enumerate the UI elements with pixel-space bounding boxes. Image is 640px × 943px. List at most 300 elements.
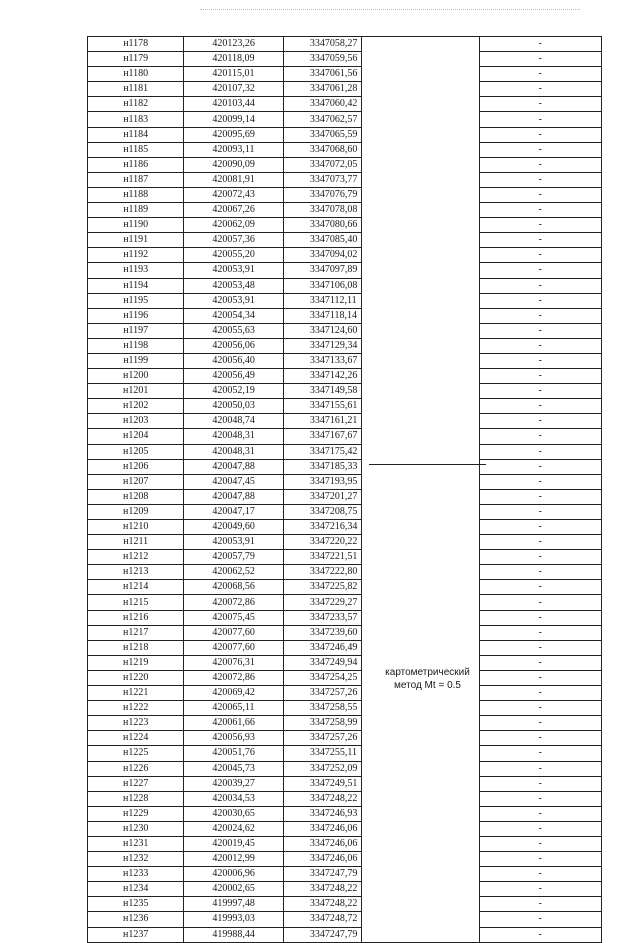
y-coordinate-cell: 3347258,55 [283, 701, 361, 716]
y-coordinate-cell: 3347248,22 [283, 882, 361, 897]
point-number-cell: н1206 [88, 459, 184, 474]
method-cell [361, 37, 479, 52]
table-row [88, 716, 602, 731]
error-cell: - [479, 293, 601, 308]
x-coordinate-cell: 420057,36 [184, 233, 283, 248]
method-cell [361, 127, 479, 142]
table-row [88, 670, 602, 685]
x-coordinate-cell: 419988,44 [184, 927, 283, 942]
error-cell: - [479, 504, 601, 519]
x-coordinate-cell: 419993,03 [184, 912, 283, 927]
x-coordinate-cell: 420053,48 [184, 278, 283, 293]
point-number-cell: н1201 [88, 384, 184, 399]
x-coordinate-cell: 420062,09 [184, 218, 283, 233]
point-number-cell: н1233 [88, 867, 184, 882]
y-coordinate-cell: 3347175,42 [283, 444, 361, 459]
y-coordinate-cell: 3347248,22 [283, 791, 361, 806]
y-coordinate-cell: 3347220,22 [283, 535, 361, 550]
x-coordinate-cell: 420054,34 [184, 308, 283, 323]
method-cell [361, 429, 479, 444]
y-coordinate-cell: 3347060,42 [283, 97, 361, 112]
table-row [88, 172, 602, 187]
table-row [88, 82, 602, 97]
table-row [88, 882, 602, 897]
method-cell [361, 912, 479, 927]
point-number-cell: н1204 [88, 429, 184, 444]
error-cell: - [479, 867, 601, 882]
y-coordinate-cell: 3347222,80 [283, 565, 361, 580]
table-row [88, 429, 602, 444]
method-cell [361, 399, 479, 414]
error-cell: - [479, 761, 601, 776]
point-number-cell: н1226 [88, 761, 184, 776]
table-row [88, 489, 602, 504]
table-row [88, 655, 602, 670]
error-cell: - [479, 353, 601, 368]
method-cell [361, 112, 479, 127]
y-coordinate-cell: 3347201,27 [283, 489, 361, 504]
table-row [88, 187, 602, 202]
table-row [88, 444, 602, 459]
point-number-cell: н1220 [88, 670, 184, 685]
method-cell [361, 142, 479, 157]
coordinates-table-body [88, 37, 602, 943]
point-number-cell: н1183 [88, 112, 184, 127]
x-coordinate-cell: 420053,91 [184, 263, 283, 278]
method-cell [361, 791, 479, 806]
error-cell: - [479, 535, 601, 550]
x-coordinate-cell: 420056,06 [184, 338, 283, 353]
y-coordinate-cell: 3347072,05 [283, 157, 361, 172]
x-coordinate-cell: 420055,63 [184, 323, 283, 338]
x-coordinate-cell: 420045,73 [184, 761, 283, 776]
x-coordinate-cell: 420047,45 [184, 474, 283, 489]
method-cell [361, 172, 479, 187]
table-row [88, 233, 602, 248]
table-row [88, 565, 602, 580]
x-coordinate-cell: 420052,19 [184, 384, 283, 399]
point-number-cell: н1229 [88, 806, 184, 821]
error-cell: - [479, 640, 601, 655]
point-number-cell: н1228 [88, 791, 184, 806]
method-cell [361, 233, 479, 248]
method-cell [361, 731, 479, 746]
error-cell: - [479, 97, 601, 112]
y-coordinate-cell: 3347249,51 [283, 776, 361, 791]
x-coordinate-cell: 420093,11 [184, 142, 283, 157]
error-cell: - [479, 52, 601, 67]
x-coordinate-cell: 420019,45 [184, 836, 283, 851]
error-cell: - [479, 610, 601, 625]
x-coordinate-cell: 420039,27 [184, 776, 283, 791]
y-coordinate-cell: 3347246,49 [283, 640, 361, 655]
x-coordinate-cell: 420047,88 [184, 489, 283, 504]
error-cell: - [479, 112, 601, 127]
y-coordinate-cell: 3347094,02 [283, 248, 361, 263]
point-number-cell: н1193 [88, 263, 184, 278]
point-number-cell: н1189 [88, 203, 184, 218]
y-coordinate-cell: 3347142,26 [283, 369, 361, 384]
x-coordinate-cell: 420095,69 [184, 127, 283, 142]
x-coordinate-cell: 420115,01 [184, 67, 283, 82]
point-number-cell: н1202 [88, 399, 184, 414]
y-coordinate-cell: 3347221,51 [283, 550, 361, 565]
y-coordinate-cell: 3347239,60 [283, 625, 361, 640]
error-cell: - [479, 489, 601, 504]
error-cell: - [479, 670, 601, 685]
table-row [88, 791, 602, 806]
x-coordinate-cell: 420075,45 [184, 610, 283, 625]
error-cell: - [479, 520, 601, 535]
x-coordinate-cell: 420103,44 [184, 97, 283, 112]
y-coordinate-cell: 3347155,61 [283, 399, 361, 414]
method-cell [361, 761, 479, 776]
error-cell: - [479, 218, 601, 233]
point-number-cell: н1221 [88, 686, 184, 701]
x-coordinate-cell: 420002,65 [184, 882, 283, 897]
error-cell: - [479, 157, 601, 172]
x-coordinate-cell: 420049,60 [184, 520, 283, 535]
point-number-cell: н1179 [88, 52, 184, 67]
error-cell: - [479, 203, 601, 218]
error-cell: - [479, 852, 601, 867]
point-number-cell: н1199 [88, 353, 184, 368]
point-number-cell: н1182 [88, 97, 184, 112]
point-number-cell: н1208 [88, 489, 184, 504]
table-row [88, 821, 602, 836]
y-coordinate-cell: 3347133,67 [283, 353, 361, 368]
method-cell [361, 323, 479, 338]
coordinates-table [87, 36, 602, 943]
method-cell [361, 474, 479, 489]
y-coordinate-cell: 3347062,57 [283, 112, 361, 127]
y-coordinate-cell: 3347233,57 [283, 610, 361, 625]
y-coordinate-cell: 3347080,66 [283, 218, 361, 233]
method-cell [361, 444, 479, 459]
point-number-cell: н1227 [88, 776, 184, 791]
error-cell: - [479, 836, 601, 851]
error-cell: - [479, 233, 601, 248]
y-coordinate-cell: 3347058,27 [283, 37, 361, 52]
method-cell [361, 353, 479, 368]
y-coordinate-cell: 3347257,26 [283, 731, 361, 746]
table-row [88, 278, 602, 293]
point-number-cell: н1194 [88, 278, 184, 293]
table-row [88, 746, 602, 761]
table-row [88, 97, 602, 112]
error-cell: - [479, 776, 601, 791]
method-label-line2: метод Mt = 0.5 [394, 680, 461, 691]
method-cell [361, 625, 479, 640]
x-coordinate-cell: 420077,60 [184, 625, 283, 640]
table-row [88, 640, 602, 655]
table-row [88, 550, 602, 565]
point-number-cell: н1184 [88, 127, 184, 142]
method-cell [361, 580, 479, 595]
point-number-cell: н1224 [88, 731, 184, 746]
method-cell [361, 595, 479, 610]
method-label-line1: картометрический [385, 667, 470, 678]
error-cell: - [479, 399, 601, 414]
method-cell [361, 263, 479, 278]
table-row [88, 384, 602, 399]
point-number-cell: н1185 [88, 142, 184, 157]
x-coordinate-cell: 420065,11 [184, 701, 283, 716]
x-coordinate-cell: 420053,91 [184, 535, 283, 550]
error-cell: - [479, 142, 601, 157]
y-coordinate-cell: 3347257,26 [283, 686, 361, 701]
table-row [88, 761, 602, 776]
y-coordinate-cell: 3347248,72 [283, 912, 361, 927]
method-cell [361, 308, 479, 323]
error-cell: - [479, 716, 601, 731]
point-number-cell: н1217 [88, 625, 184, 640]
method-cell [361, 203, 479, 218]
x-coordinate-cell: 420057,79 [184, 550, 283, 565]
table-row [88, 701, 602, 716]
table-row [88, 535, 602, 550]
point-number-cell: н1191 [88, 233, 184, 248]
error-cell: - [479, 655, 601, 670]
x-coordinate-cell: 420047,17 [184, 504, 283, 519]
method-cell [361, 746, 479, 761]
x-coordinate-cell: 420107,32 [184, 82, 283, 97]
y-coordinate-cell: 3347149,58 [283, 384, 361, 399]
table-row [88, 504, 602, 519]
method-cell [361, 535, 479, 550]
error-cell: - [479, 82, 601, 97]
error-cell: - [479, 821, 601, 836]
method-cell [361, 852, 479, 867]
error-cell: - [479, 912, 601, 927]
method-cell [361, 701, 479, 716]
point-number-cell: н1232 [88, 852, 184, 867]
point-number-cell: н1195 [88, 293, 184, 308]
point-number-cell: н1219 [88, 655, 184, 670]
point-number-cell: н1197 [88, 323, 184, 338]
point-number-cell: н1236 [88, 912, 184, 927]
x-coordinate-cell: 420048,74 [184, 414, 283, 429]
x-coordinate-cell: 420012,99 [184, 852, 283, 867]
x-coordinate-cell: 420076,31 [184, 655, 283, 670]
method-cell [361, 716, 479, 731]
error-cell: - [479, 187, 601, 202]
point-number-cell: н1225 [88, 746, 184, 761]
y-coordinate-cell: 3347246,06 [283, 836, 361, 851]
table-row [88, 157, 602, 172]
error-cell: - [479, 429, 601, 444]
table-row [88, 836, 602, 851]
x-coordinate-cell: 420072,43 [184, 187, 283, 202]
method-cell [361, 369, 479, 384]
point-number-cell: н1212 [88, 550, 184, 565]
point-number-cell: н1213 [88, 565, 184, 580]
point-number-cell: н1198 [88, 338, 184, 353]
error-cell: - [479, 444, 601, 459]
y-coordinate-cell: 3347073,77 [283, 172, 361, 187]
table-row [88, 308, 602, 323]
x-coordinate-cell: 420006,96 [184, 867, 283, 882]
method-cell [361, 882, 479, 897]
point-number-cell: н1237 [88, 927, 184, 942]
error-cell: - [479, 67, 601, 82]
error-cell: - [479, 459, 601, 474]
table-row [88, 127, 602, 142]
point-number-cell: н1216 [88, 610, 184, 625]
table-row [88, 369, 602, 384]
table-row [88, 293, 602, 308]
method-cell [361, 97, 479, 112]
point-number-cell: н1211 [88, 535, 184, 550]
table-row [88, 353, 602, 368]
method-cell [361, 640, 479, 655]
table-row [88, 67, 602, 82]
y-coordinate-cell: 3347246,06 [283, 852, 361, 867]
method-cell [361, 157, 479, 172]
point-number-cell: н1192 [88, 248, 184, 263]
table-row [88, 263, 602, 278]
method-cell [361, 218, 479, 233]
table-row [88, 203, 602, 218]
point-number-cell: н1215 [88, 595, 184, 610]
table-row [88, 927, 602, 942]
point-number-cell: н1188 [88, 187, 184, 202]
y-coordinate-cell: 3347229,27 [283, 595, 361, 610]
method-cell [361, 776, 479, 791]
point-number-cell: н1214 [88, 580, 184, 595]
error-cell: - [479, 882, 601, 897]
method-cell [361, 248, 479, 263]
y-coordinate-cell: 3347061,56 [283, 67, 361, 82]
y-coordinate-cell: 3347068,60 [283, 142, 361, 157]
error-cell: - [479, 474, 601, 489]
method-cell [361, 459, 479, 474]
error-cell: - [479, 927, 601, 942]
point-number-cell: н1235 [88, 897, 184, 912]
y-coordinate-cell: 3347247,79 [283, 867, 361, 882]
error-cell: - [479, 625, 601, 640]
y-coordinate-cell: 3347167,67 [283, 429, 361, 444]
method-cell [361, 414, 479, 429]
error-cell: - [479, 172, 601, 187]
method-cell [361, 489, 479, 504]
error-cell: - [479, 806, 601, 821]
y-coordinate-cell: 3347248,22 [283, 897, 361, 912]
method-cell [361, 806, 479, 821]
x-coordinate-cell: 420053,91 [184, 293, 283, 308]
table-row [88, 248, 602, 263]
y-coordinate-cell: 3347247,79 [283, 927, 361, 942]
x-coordinate-cell: 420068,56 [184, 580, 283, 595]
method-cell [361, 897, 479, 912]
method-cell [361, 384, 479, 399]
table-row [88, 474, 602, 489]
table-row [88, 806, 602, 821]
error-cell: - [479, 369, 601, 384]
x-coordinate-cell: 420050,03 [184, 399, 283, 414]
point-number-cell: н1222 [88, 701, 184, 716]
error-cell: - [479, 278, 601, 293]
x-coordinate-cell: 420048,31 [184, 444, 283, 459]
point-number-cell: н1210 [88, 520, 184, 535]
point-number-cell: н1196 [88, 308, 184, 323]
y-coordinate-cell: 3347129,34 [283, 338, 361, 353]
table-row [88, 399, 602, 414]
y-coordinate-cell: 3347185,33 [283, 459, 361, 474]
method-column-divider [369, 464, 486, 465]
x-coordinate-cell: 420090,09 [184, 157, 283, 172]
y-coordinate-cell: 3347258,99 [283, 716, 361, 731]
x-coordinate-cell: 420099,14 [184, 112, 283, 127]
point-number-cell: н1190 [88, 218, 184, 233]
point-number-cell: н1234 [88, 882, 184, 897]
x-coordinate-cell: 420030,65 [184, 806, 283, 821]
y-coordinate-cell: 3347193,95 [283, 474, 361, 489]
x-coordinate-cell: 420034,53 [184, 791, 283, 806]
method-cell [361, 504, 479, 519]
table-row [88, 776, 602, 791]
table-row [88, 52, 602, 67]
y-coordinate-cell: 3347254,25 [283, 670, 361, 685]
method-cell [361, 338, 479, 353]
point-number-cell: н1218 [88, 640, 184, 655]
y-coordinate-cell: 3347078,08 [283, 203, 361, 218]
error-cell: - [479, 565, 601, 580]
error-cell: - [479, 248, 601, 263]
table-row [88, 580, 602, 595]
scan-header-mark [200, 9, 580, 12]
error-cell: - [479, 701, 601, 716]
point-number-cell: н1231 [88, 836, 184, 851]
method-cell [361, 550, 479, 565]
point-number-cell: н1186 [88, 157, 184, 172]
point-number-cell: н1230 [88, 821, 184, 836]
method-cell [361, 187, 479, 202]
table-row [88, 867, 602, 882]
x-coordinate-cell: 419997,48 [184, 897, 283, 912]
y-coordinate-cell: 3347097,89 [283, 263, 361, 278]
method-cell [361, 610, 479, 625]
table-row [88, 520, 602, 535]
method-cell [361, 867, 479, 882]
method-cell [361, 927, 479, 942]
x-coordinate-cell: 420024,62 [184, 821, 283, 836]
table-row [88, 595, 602, 610]
table-row [88, 897, 602, 912]
table-row [88, 625, 602, 640]
point-number-cell: н1207 [88, 474, 184, 489]
error-cell: - [479, 791, 601, 806]
table-row [88, 112, 602, 127]
table-row [88, 610, 602, 625]
y-coordinate-cell: 3347118,14 [283, 308, 361, 323]
method-cell [361, 82, 479, 97]
x-coordinate-cell: 420067,26 [184, 203, 283, 218]
y-coordinate-cell: 3347249,94 [283, 655, 361, 670]
error-cell: - [479, 686, 601, 701]
y-coordinate-cell: 3347106,08 [283, 278, 361, 293]
point-number-cell: н1209 [88, 504, 184, 519]
x-coordinate-cell: 420048,31 [184, 429, 283, 444]
error-cell: - [479, 580, 601, 595]
error-cell: - [479, 323, 601, 338]
x-coordinate-cell: 420069,42 [184, 686, 283, 701]
y-coordinate-cell: 3347246,06 [283, 821, 361, 836]
table-row [88, 686, 602, 701]
method-cell [361, 520, 479, 535]
y-coordinate-cell: 3347252,09 [283, 761, 361, 776]
x-coordinate-cell: 420072,86 [184, 595, 283, 610]
